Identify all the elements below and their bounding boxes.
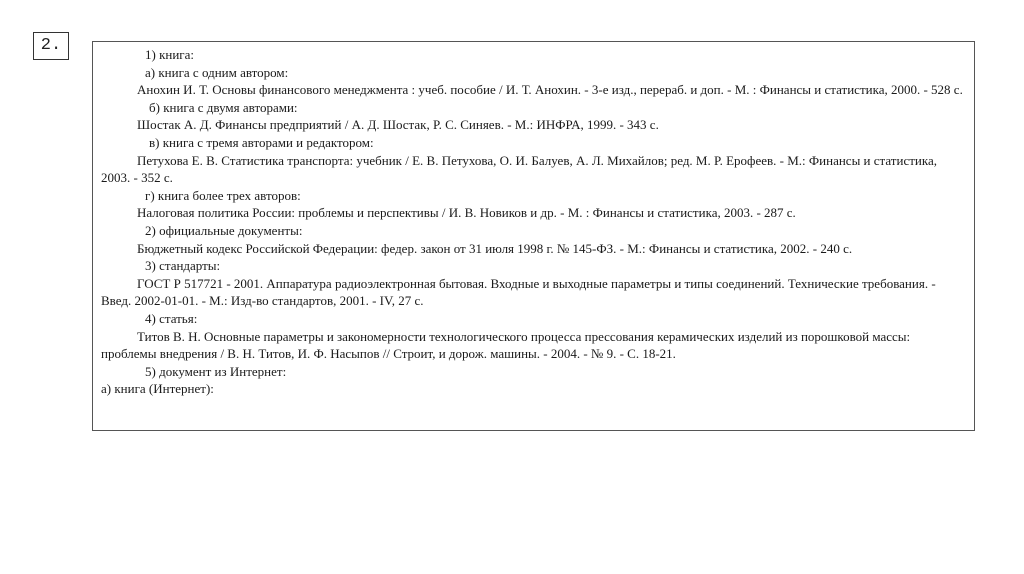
article-entry: Титов В. Н. Основные параметры и закономерности технологического процесса прессования керамических изделий из порошковой массы: проблемы внедрения / В. Н. Титов, И. Ф. Насыпов // Строит, и дорож. машины. - 2004. - № 9. - С. 18-21. <box>101 328 911 362</box>
standards-heading: 3) стандарты: <box>145 258 221 274</box>
three-authors-entry: Петухова Е. В. Статистика транспорта: учебник / Е. В. Петухова, О. И. Балуев, А. Л. Михайлов; ред. М. Р. Ерофеев. - М.: Финансы и статистика, 2003. - 352 с. <box>101 152 937 186</box>
official-docs-entry: Бюджетный кодекс Российской Федерации: федер. закон от 31 июля 1998 г. № 145-ФЗ. - М.: Финансы и статистика, 2002. - 240 с. <box>137 240 853 256</box>
single-author-heading: а) книга с одним автором: <box>145 64 289 80</box>
official-docs-heading: 2) официальные документы: <box>145 222 303 238</box>
more-authors-entry: Налоговая политика России: проблемы и перспективы / И. В. Новиков и др. - М. : Финансы и статистика, 2003. - 287 с. <box>137 205 796 221</box>
bibliography-box <box>92 41 975 431</box>
two-authors-heading: б) книга с двумя авторами: <box>149 99 298 115</box>
two-authors-entry: Шостак А. Д. Финансы предприятий / А. Д. Шостак, Р. С. Синяев. - М.: ИНФРА, 1999. - 343 с. <box>137 117 659 133</box>
slide-number: 2. <box>33 32 69 60</box>
single-author-entry: Анохин И. Т. Основы финансового менеджмента : учеб. пособие / И. Т. Анохин. - 3-е изд., перераб. и доп. - М. : Финансы и статистика, 2000. - 528 с. <box>137 82 963 98</box>
three-authors-heading: в) книга с тремя авторами и редактором: <box>149 134 374 150</box>
standards-entry: ГОСТ Р 517721 - 2001. Аппаратура радиоэлектронная бытовая. Входные и выходные параметры и типы соединений. Технические требования. - Введ. 2002-01-01. - М.: Изд-во стандартов, 2001. - IV, 27 с. <box>101 275 936 309</box>
internet-heading: 5) документ из Интернет: <box>145 363 287 379</box>
books-heading: 1) книга: <box>145 47 195 62</box>
more-authors-heading: г) книга более трех авторов: <box>145 187 301 203</box>
internet-book-heading: а) книга (Интернет): <box>101 381 214 397</box>
article-heading: 4) статья: <box>145 310 198 326</box>
